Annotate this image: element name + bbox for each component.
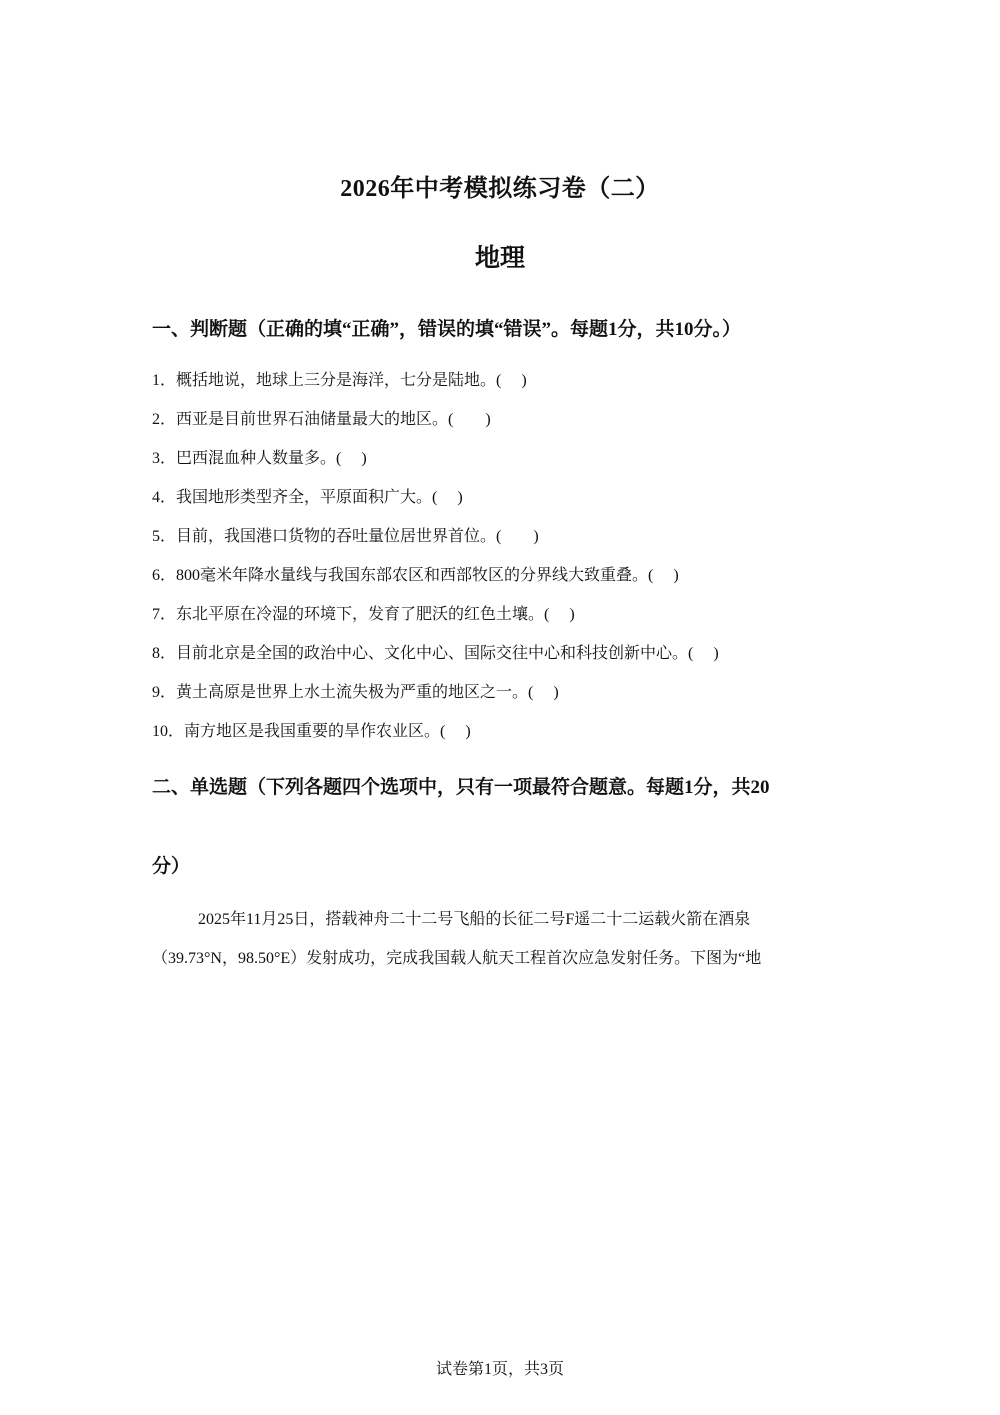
question-9: 9．黄土高原是世界上水土流失极为严重的地区之一。( ) bbox=[152, 684, 559, 701]
question-3: 3．巴西混血种人数量多。( ) bbox=[152, 450, 367, 467]
section-heading-single-choice-continued: 分） bbox=[152, 856, 191, 877]
exam-title: 2026年中考模拟练习卷（二） bbox=[340, 176, 660, 202]
question-2: 2．西亚是目前世界石油储量最大的地区。( ) bbox=[152, 411, 491, 428]
question-10: 10．南方地区是我国重要的旱作农业区。( ) bbox=[152, 723, 471, 740]
page-footer: 试卷第1页，共3页 bbox=[435, 1361, 564, 1378]
question-8: 8．目前北京是全国的政治中心、文化中心、国际交往中心和科技创新中心。( ) bbox=[152, 645, 719, 662]
true-false-question-list bbox=[152, 368, 719, 758]
question-5: 5．目前，我国港口货物的吞吐量位居世界首位。( ) bbox=[152, 528, 539, 545]
passage-line-1: 2025年11月25日，搭载神舟二十二号飞船的长征二号F遥二十二运载火箭在酒泉 bbox=[198, 911, 751, 928]
question-4: 4．我国地形类型齐全，平原面积广大。( ) bbox=[152, 489, 463, 506]
question-1: 1．概括地说，地球上三分是海洋，七分是陆地。( ) bbox=[152, 372, 527, 389]
section-heading-single-choice: 二、单选题（下列各题四个选项中，只有一项最符合题意。每题1分，共20 bbox=[152, 777, 770, 798]
subject-title: 地理 bbox=[474, 245, 525, 272]
section-heading-true-false: 一、判断题（正确的填“正确”，错误的填“错误”。每题1分，共10分。） bbox=[152, 319, 742, 340]
question-6: 6．800毫米年降水量线与我国东部农区和西部牧区的分界线大致重叠。( ) bbox=[152, 567, 679, 584]
question-7: 7．东北平原在冷湿的环境下，发育了肥沃的红色土壤。( ) bbox=[152, 606, 575, 623]
passage-line-2: （39.73°N，98.50°E）发射成功，完成我国载人航天工程首次应急发射任务。下图为“地 bbox=[152, 950, 762, 967]
